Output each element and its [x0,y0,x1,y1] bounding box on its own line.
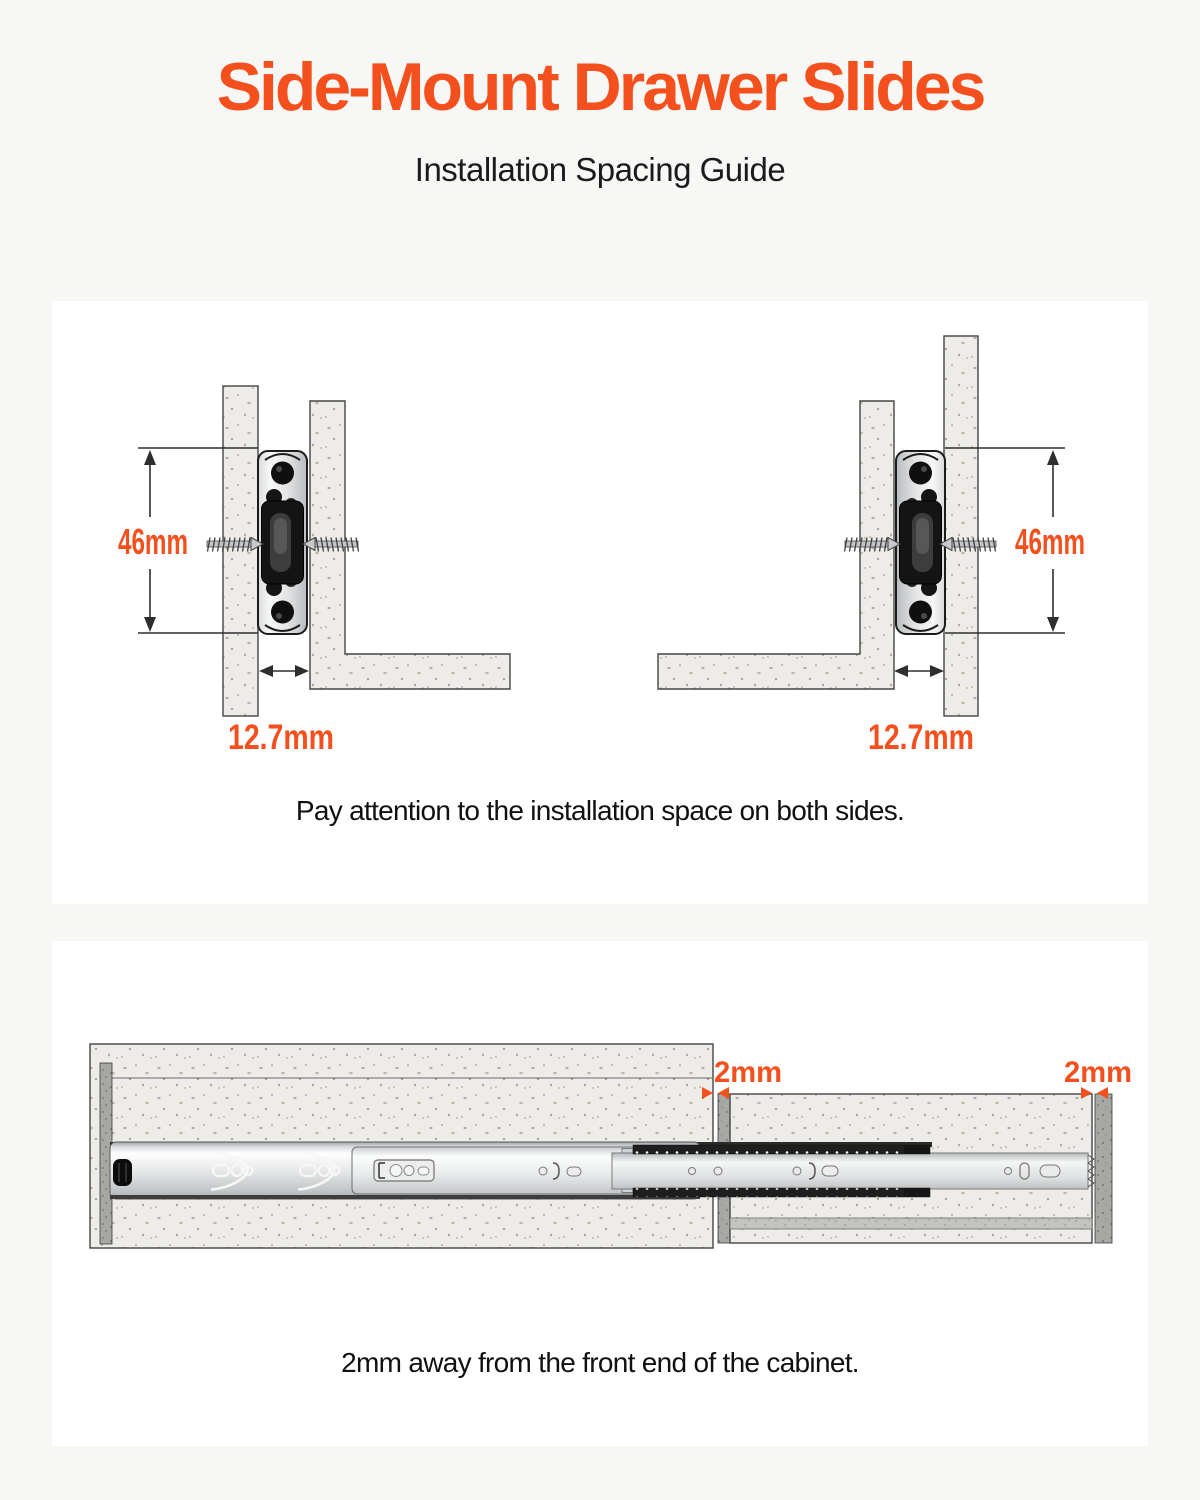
spacing-guide-panel [52,301,1148,904]
ball-bearing-strip-top [633,1145,930,1154]
cabinet-side-panel-right [944,336,978,716]
ball-bearing-strip-bottom [633,1188,930,1197]
drawer-front-gap-dimension [1064,1056,1132,1099]
rail-end-cap [113,1159,132,1186]
panel1-caption: Pay attention to the installation space on both sides. [295,795,905,826]
drawer-bottom-board [730,1218,1092,1229]
front-gap-label: 2mm [714,1056,782,1089]
drawer-front-gap-label: 2mm [1064,1056,1132,1089]
cabinet-front-gap-dimension [702,1056,782,1099]
side-gap-dimension-label-left: 12.7mm [228,718,334,757]
side-gap-dimension-label-right: 12.7mm [868,718,974,757]
page-title: Side-Mount Drawer Slides [216,49,984,125]
cross-section-diagrams [52,301,1148,771]
side-view-diagram [52,941,1148,1301]
height-dimension-label-right: 46mm [1015,521,1085,562]
cabinet-side-panel-left [223,386,258,716]
front-clearance-panel [52,941,1148,1446]
page-subtitle: Installation Spacing Guide [414,151,786,188]
drawer-front-panel [1095,1094,1112,1243]
cross-section-diagram-right [658,336,1085,757]
inner-rail [612,1145,1094,1197]
panel2-caption: 2mm away from the front end of the cabinet. [341,1347,859,1378]
cross-section-diagram-left [118,386,510,757]
height-dimension-label-left: 46mm [118,521,188,562]
